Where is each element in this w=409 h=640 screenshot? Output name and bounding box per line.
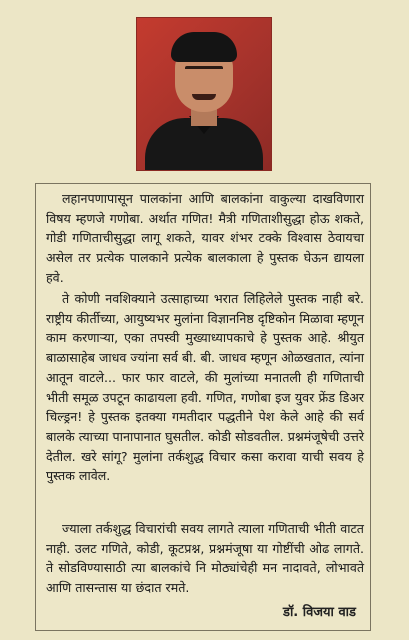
author-photo	[137, 18, 271, 170]
paragraph-1: लहानपणापासून पालकांना आणि बालकांना वाकुल्या दाखविणारा विषय म्हणजे गणोबा. अर्थात गणित! मैत्री गणिताशीसुद्धा होऊ शकते, गोडी गणिताचीसुद्धा लागू शकते, यावर शंभर टक्के विश्वास ठेवायचा असेल तर प्रत्येक पालकाने प्रत्येक बालकाला हे पुस्तक घेऊन द्यायला हवे.	[46, 191, 364, 285]
paragraph-3: ज्याला तर्कशुद्ध विचारांची सवय लागते त्याला गणिताची भीती वाटत नाही. उलट गणिते, कोडी, कूटप्रश्न, प्रश्नमंजूषा या गोष्टींची ओढ लागते. ते सोडविण्यासाठी त्या बालकांचे नि मोठ्यांचेही मन नादावते, लोभावते आणि तासन्तास या छंदात रमते.	[46, 521, 364, 596]
author-name: डॉ. विजया वाड	[282, 605, 356, 620]
paragraph-2: ते कोणी नवशिक्याने उत्साहाच्या भरात लिहिलेले पुस्तक नाही बरे. राष्ट्रीय कीर्तीच्या, आयुष्यभर मुलांना विज्ञाननिष्ठ दृष्टिकोन मिळावा म्हणून काम करणाऱ्या, एका तपस्वी मुख्याध्यापकाचे हे पुस्तक आहे. श्रीयुत बाळासाहेब जाधव ज्यांना सर्व बी. बी. जाधव म्हणून ओळखतात, त्यांना आतून वाटले... फार फार वाटले, की मुलांच्या मनातली ही गणिताची भीती समूळ उपटून काढायला हवी. गणित, गणोबा इज युवर फ्रेंड डिअर चिल्ड्रन! हे पुस्तक इतक्या गमतीदार पद्धतीने पेश केले आहे की सर्व बालके त्याच्या पानापानात घुसतील. कोडी सोडवतील. प्रश्नमंजूषेची उत्तरे देतील. खरे सांगू? मुलांना तर्कशुद्ध विचार कसा करावा याची सवय हे पुस्तक लावेल.	[46, 291, 364, 484]
blurb-box	[35, 183, 371, 631]
